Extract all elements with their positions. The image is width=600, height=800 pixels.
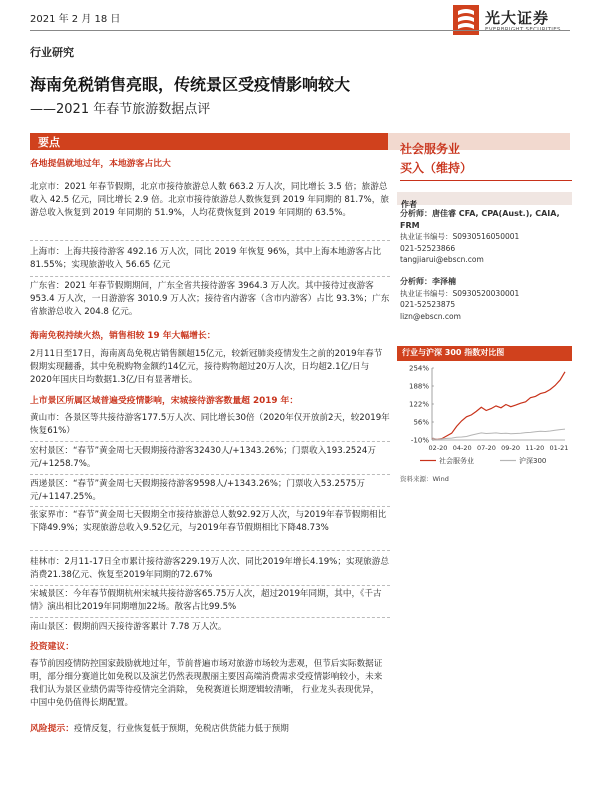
paragraph-hainan: 2月11日至17日，海南离岛免税店销售额超15亿元，较新冠肺炎疫情发生之前的2019年春节假期实现翻番，其中免税购物金额约14亿元，接待购物超过20万人次，日均超2.1亿/日与2020年国庆日均数据1.3亿/日有显著增长。 (30, 349, 383, 385)
divider (30, 240, 390, 241)
section-heading: 各地提倡就地过年，本地游客占比大 (30, 159, 171, 169)
x-tick-label: 02-20 (428, 444, 448, 452)
text: 今年春节假期杭州宋城共接待游客65.75万人次，超过2019年同期，其中，《千古情》演出相比2019年同期增加22场。散客占比99.5% (30, 589, 382, 612)
analyst-phone: 021-52523875 (400, 300, 456, 309)
text: 2月11-17日全市累计接待游客229.19万人次、同比2019年增长4.19%；实现旅游总消费21.38亿元、恢复至2019年同期的72.67% (30, 557, 389, 580)
paragraph-songcheng (30, 588, 390, 614)
analyst-name: 李泽楠 (432, 277, 456, 286)
x-tick-label: 09-20 (501, 444, 521, 452)
y-tick-label: 188% (408, 382, 429, 391)
series-line-sector (432, 372, 565, 440)
section-heading: 海南免税持续火热，销售相较 19 年大幅增长： (30, 331, 216, 341)
divider (30, 276, 390, 277)
chart-title: 行业与沪深 300 指数对比图 (402, 348, 505, 357)
divider (30, 585, 390, 586)
y-tick-label: 56% (413, 418, 429, 427)
paragraph-hongcun (30, 445, 390, 471)
logo-name: 光大证券 (485, 9, 550, 27)
label: 北京市： (30, 182, 65, 192)
analyst-1-name-line (400, 208, 572, 231)
divider (30, 474, 390, 475)
y-tick-label: 122% (408, 400, 429, 409)
page-subtitle: ——2021 年春节旅游数据点评 (30, 102, 211, 117)
paragraph-huangshan (30, 412, 390, 438)
rating-sector: 社会服务业 (400, 142, 461, 156)
analyst-cert: 执业证书编号：S0930516050001 (400, 232, 520, 241)
text: 假期前四天接待游客累计 7.78 万人次。 (72, 622, 227, 632)
label: 张家界市： (30, 510, 73, 520)
analyst-label: 分析师： (400, 277, 432, 286)
label: 黄山市： (30, 413, 65, 423)
paragraph-guilin (30, 556, 390, 582)
analyst-label: 分析师： (400, 209, 432, 218)
text: “春节”黄金周七天假期全市接待旅游总人数92.92万人次，与2019年春节假期相比下降49.9%；实现旅游总收入9.52亿元，与2019年春节假期相比下降48.73% (30, 510, 387, 533)
analyst-name: 唐佳睿 CFA, CPA(Aust.), CAIA, FRM (400, 209, 560, 230)
divider (30, 550, 390, 551)
text: 各景区等共接待游客177.5万人次、同比增长30倍（2020年仅开放前2天，较2019年恢复61%） (30, 413, 390, 436)
y-tick-label: 254% (408, 364, 429, 373)
paragraph-nanshan (30, 621, 390, 634)
x-tick-label: 04-20 (452, 444, 472, 452)
key-points-bar (30, 133, 388, 150)
logo-english: EVERBRIGHT SECURITIES (485, 27, 561, 33)
label: 桂林市： (30, 557, 65, 567)
label: 宋城景区： (30, 589, 73, 599)
text: 2021 年春节假期，北京市接待旅游总人数 663.2 万人次，同比增长 3.5 倍；旅游总收入 42.5 亿元，同比增长 2.9 倍。北京市接待旅游总人数恢复到 2019 年同期的 81.7%，旅游总收入恢复到 2019 年同期的 51.9%，人均花费恢复到 2019 年同期的 63.5%。 (30, 182, 389, 218)
label: 南山景区： (30, 622, 73, 632)
analyst-email[interactable]: lizn@ebscn.com (400, 311, 461, 321)
chart-source: 资料来源：Wind (400, 475, 449, 483)
label: 广东省： (30, 281, 65, 291)
paragraph-advice: 春节前因疫情防控国家鼓励就地过年，节前普遍市场对旅游市场较为悲观，但节后实际数据证明，部分细分赛道比如免税以及演艺仍然表现靓丽主要因高端消费需求受疫情影响较小，未来我们认为景区业绩仍需等待疫情完全消除， 免税赛道长期逻辑较清晰， 行业龙头表现优异， 中国中免仍值得长期配置。 (30, 659, 383, 708)
authors-label: 作者 (401, 200, 417, 209)
divider (30, 441, 390, 442)
label: 西递景区： (30, 479, 73, 489)
analyst-email[interactable]: tangjiarui@ebscn.com (400, 255, 484, 264)
risk-label: 风险提示： (30, 724, 74, 734)
risk-text: 疫情反复，行业恢复低于预期，免税店供货能力低于预期 (74, 724, 289, 734)
analyst-1 (400, 208, 572, 266)
paragraph-guangdong (30, 280, 390, 319)
section-heading: 上市景区所属区域普遍受疫情影响，宋城接待游客数量超 2019 年： (30, 396, 299, 406)
header-rule (30, 30, 570, 31)
comparison-chart (400, 362, 572, 472)
report-category: 行业研究 (30, 46, 74, 59)
company-logo (453, 5, 593, 41)
sidebar-divider (400, 180, 572, 181)
text: “春节”黄金周七天假期接待游客32430人/+1343.26%；门票收入193.2524万元/+1258.7%。 (30, 446, 376, 469)
analyst-2 (400, 276, 572, 322)
text: 上海共接待游客 492.16 万人次，同比 2019 年恢复 96%，其中上海本地游客占比 81.55%；实现旅游收入 56.65 亿元 (30, 247, 382, 270)
legend-label: 沪深300 (519, 457, 547, 465)
report-date: 2021 年 2 月 18 日 (30, 14, 121, 25)
paragraph-zhangjiajie (30, 509, 390, 535)
rating: 买入（维持） (400, 161, 473, 175)
x-tick-label: 07-20 (476, 444, 496, 452)
label: 宏村景区： (30, 446, 73, 456)
analyst-2-name-line (400, 276, 572, 288)
text: “春节”黄金周七天假期接待游客9598人/+1343.26%；门票收入53.2575万元/+1147.25%。 (30, 479, 365, 502)
divider (30, 506, 390, 507)
authors-bar (397, 192, 572, 209)
y-tick-label: -10% (410, 436, 429, 445)
analyst-phone: 021-52523866 (400, 243, 456, 253)
analyst-cert: 执业证书编号：S0930520030001 (400, 288, 520, 298)
paragraph-risk (30, 723, 390, 736)
page-title: 海南免税销售亮眼，传统景区受疫情影响较大 (30, 75, 351, 94)
legend-label: 社会服务业 (439, 457, 474, 465)
paragraph-xidi (30, 478, 390, 504)
x-tick-label: 11-20 (525, 444, 545, 452)
key-points-label: 要点 (38, 136, 60, 149)
x-tick-label: 01-21 (549, 444, 569, 452)
section-heading: 投资建议： (30, 642, 74, 652)
paragraph-shanghai (30, 246, 390, 272)
series-line-csi300 (432, 429, 565, 439)
divider (30, 617, 390, 618)
label: 上海市： (30, 247, 65, 257)
paragraph-beijing (30, 181, 390, 220)
text: 2021 年春节假期期间，广东全省共接待游客 3964.3 万人次。其中接待过夜游客 953.4 万人次，一日游游客 3010.9 万人次；接待省内游客（含市内游客）占比 93.3%；广东省旅游总收入 204.8 亿元。 (30, 281, 390, 317)
